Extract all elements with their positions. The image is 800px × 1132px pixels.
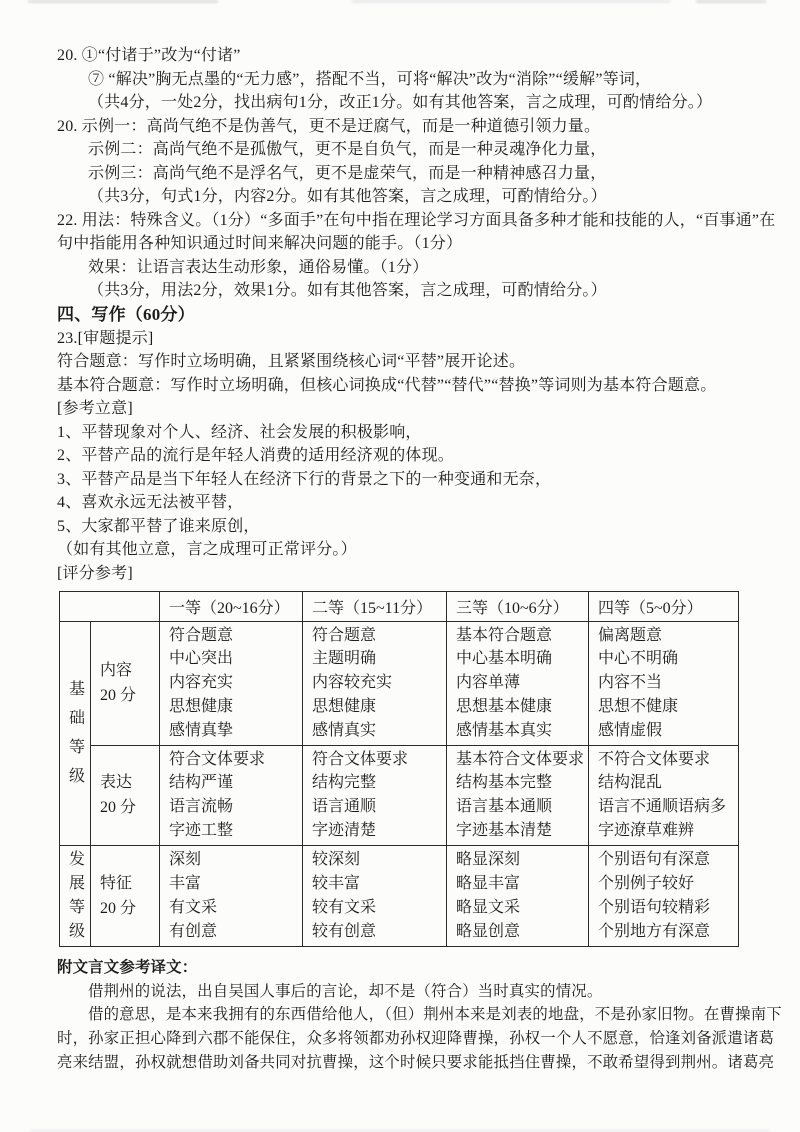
rubric-criteria-cell <box>303 621 447 745</box>
text-line: 23.[审题提示] <box>57 329 154 347</box>
rubric-row <box>60 845 739 946</box>
scan-fragment <box>352 0 670 3</box>
rubric-row <box>60 745 739 845</box>
text-line: 四、写作（60分） <box>57 305 195 325</box>
rubric-grade-header: 二等（15~11分） <box>303 591 447 621</box>
scan-fragment <box>28 0 218 3</box>
row-label-line: 20 分 <box>100 899 137 917</box>
translation-line: 附文言文参考译文： <box>57 958 198 976</box>
text-line: ⑦ “解决”胸无点墨的“无力感”，搭配不当，可将“解决”改为“消除”“缓解”等词， <box>88 70 652 88</box>
criteria-line: 中心突出 <box>169 650 234 668</box>
criteria-line: 内容单薄 <box>456 674 521 692</box>
criteria-line: 结构完整 <box>312 774 377 792</box>
text-line: 示例二：高尚气绝不是孤傲气，更不是自负气，而是一种灵魂净化力量， <box>88 141 607 159</box>
row-label-line: 20 分 <box>100 687 137 705</box>
criteria-line: 语言不通顺语病多 <box>598 798 727 816</box>
rubric-grade-header: 三等（10~6分） <box>447 591 589 621</box>
criteria-line: 较有文采 <box>312 898 377 916</box>
translation-line: 借的意思，是本来我拥有的东西借给他人，（但）荆州本来是刘表的地盘，不是孙家旧物。在曹操南下 <box>88 1006 782 1024</box>
text-line: （共3分，用法2分，效果1分。如有其他答案，言之成理，可酌情给分。） <box>88 282 607 300</box>
criteria-line: 感情基本真实 <box>456 721 553 739</box>
group-label-char: 等 <box>69 739 86 757</box>
criteria-line: 符合题意 <box>169 626 234 644</box>
answer-lines-block <box>57 44 776 586</box>
rubric-criteria-cell <box>447 845 589 946</box>
text-line: [参考立意] <box>57 400 133 418</box>
criteria-line: 中心基本明确 <box>456 650 553 668</box>
rubric-grade-header: 一等（20~16分） <box>160 591 303 621</box>
criteria-line: 思想健康 <box>312 697 377 715</box>
text-line: 20. 示例一：高尚气绝不是伪善气，更不是迂腐气，而是一种道德引领力量。 <box>57 117 601 135</box>
criteria-line: 略显丰富 <box>456 874 521 892</box>
criteria-line: 字迹清楚 <box>312 821 377 839</box>
criteria-line: 有文采 <box>169 898 218 916</box>
text-line: 4、喜欢永远无法被平替， <box>57 494 244 512</box>
criteria-line: 中心不明确 <box>598 650 679 668</box>
criteria-line: 偏离题意 <box>598 626 663 644</box>
criteria-line: 略显创意 <box>456 922 521 940</box>
criteria-line: 语言流畅 <box>169 798 234 816</box>
text-line: （共3分，句式1分，内容2分。如有其他答案，言之成理，可酌情给分。） <box>88 188 607 206</box>
rubric-header-empty-cell <box>60 591 160 621</box>
text-line: 基本符合题意：写作时立场明确，但核心词换成“代替”“替代”“替换”等词则为基本符合题意。 <box>57 376 717 394</box>
criteria-line: 符合文体要求 <box>312 750 409 768</box>
row-label-line: 表达 <box>100 774 133 792</box>
criteria-line: 语言通顺 <box>312 798 377 816</box>
rubric-group-label <box>60 845 91 946</box>
criteria-line: 内容充实 <box>169 674 234 692</box>
criteria-line: 略显文采 <box>456 898 521 916</box>
criteria-line: 符合题意 <box>312 626 377 644</box>
criteria-line: 字迹潦草难辨 <box>598 821 695 839</box>
criteria-line: 思想基本健康 <box>456 697 553 715</box>
criteria-line: 内容较充实 <box>312 674 393 692</box>
text-line: 符合题意：写作时立场明确，且紧紧围绕核心词“平替”展开论述。 <box>57 353 526 371</box>
criteria-line: 结构严谨 <box>169 774 234 792</box>
text-line: 示例三：高尚气绝不是浮名气，更不是虚荣气，而是一种精神感召力量， <box>88 164 607 182</box>
rubric-criteria-cell <box>447 745 589 845</box>
criteria-line: 感情真实 <box>312 721 377 739</box>
criteria-line: 较丰富 <box>312 874 361 892</box>
row-label-line: 20 分 <box>100 799 137 817</box>
text-line: （如有其他立意，言之成理可正常评分。） <box>57 541 357 559</box>
criteria-line: 主题明确 <box>312 650 377 668</box>
criteria-line: 基本符合题意 <box>456 626 553 644</box>
group-label-char: 级 <box>69 922 86 940</box>
rubric-row-label <box>91 845 160 946</box>
criteria-line: 基本符合文体要求 <box>456 750 585 768</box>
criteria-line: 个别地方有深意 <box>598 922 711 940</box>
criteria-line: 结构混乱 <box>598 774 663 792</box>
criteria-line: 字迹基本清楚 <box>456 821 553 839</box>
group-label-char: 等 <box>69 898 86 916</box>
criteria-line: 较深刻 <box>312 851 361 869</box>
scoring-rubric-table <box>59 591 739 947</box>
rubric-criteria-cell <box>160 621 303 745</box>
criteria-line: 不符合文体要求 <box>598 750 711 768</box>
text-line: 20. ①“付诸于”改为“付诸” <box>57 47 241 64</box>
rubric-row <box>60 621 739 745</box>
criteria-line: 丰富 <box>169 874 202 892</box>
top-scan-artifact <box>0 0 800 6</box>
text-line: 3、平替产品是当下年轻人在经济下行的背景之下的一种变通和无奈， <box>57 470 552 488</box>
text-line: （共4分，一处2分，找出病句1分，改正1分。如有其他答案，言之成理，可酌情给分。） <box>88 94 713 112</box>
text-line: 句中指能用各种知识通过时间来解决问题的能手。（1分） <box>57 235 463 253</box>
criteria-line: 符合文体要求 <box>169 750 266 768</box>
criteria-line: 字迹工整 <box>169 821 234 839</box>
criteria-line: 个别例子较好 <box>598 874 695 892</box>
criteria-line: 较有创意 <box>312 922 377 940</box>
translation-line: 亮来结盟，孙权就想借助刘备共同对抗曹操，这个时候只要求能抵挡住曹操，不敢希望得到荆州。诸葛亮 <box>57 1053 775 1071</box>
criteria-line: 有创意 <box>169 922 218 940</box>
text-line: 2、平替产品的流行是年轻人消费的适用经济观的体现。 <box>57 447 455 465</box>
criteria-line: 略显深刻 <box>456 851 521 869</box>
rubric-criteria-cell <box>303 745 447 845</box>
criteria-line: 思想健康 <box>169 697 234 715</box>
criteria-line: 内容不当 <box>598 674 663 692</box>
translation-line: 时，孙家正担心降到六郡不能保住，众多将领都劝孙权迎降曹操，孙权一个人不愿意，恰逢刘备派遣诸葛 <box>57 1030 775 1048</box>
criteria-line: 思想不健康 <box>598 697 679 715</box>
criteria-line: 感情真挚 <box>169 721 234 739</box>
criteria-line: 个别语句较精彩 <box>598 898 711 916</box>
rubric-grade-header: 四等（5~0分） <box>589 591 739 621</box>
rubric-criteria-cell <box>589 845 739 946</box>
text-line: 5、大家都平替了谁来原创， <box>57 517 260 535</box>
text-line: [评分参考] <box>57 565 133 583</box>
rubric-criteria-cell <box>589 745 739 845</box>
row-label-line: 特征 <box>100 874 133 892</box>
group-label-char: 展 <box>69 874 86 892</box>
group-label-char: 础 <box>69 710 86 728</box>
translation-block <box>57 956 782 1075</box>
rubric-criteria-cell <box>303 845 447 946</box>
rubric-row-label <box>91 745 160 845</box>
row-label-line: 内容 <box>100 662 133 680</box>
group-label-char: 基 <box>69 681 86 699</box>
rubric-group-label <box>60 621 91 845</box>
criteria-line: 结构基本完整 <box>456 774 553 792</box>
group-label-char: 发 <box>69 850 86 868</box>
criteria-line: 个别语句有深意 <box>598 851 711 869</box>
rubric-row-label <box>91 621 160 745</box>
rubric-criteria-cell <box>160 745 303 845</box>
bottom-scan-artifact <box>0 1126 800 1132</box>
criteria-line: 感情虚假 <box>598 721 663 739</box>
rubric-criteria-cell <box>447 621 589 745</box>
text-line: 22. 用法：特殊含义。（1分）“多面手”在句中指在理论学习方面具备多种才能和技能的人，“百事通”在 <box>57 211 776 229</box>
translation-line: 借荆州的说法，出自吴国人事后的言论，却不是（符合）当时真实的情况。 <box>88 982 603 1000</box>
text-line: 效果：让语言表达生动形象，通俗易懂。（1分） <box>88 258 429 276</box>
group-label-char: 级 <box>69 768 86 786</box>
page-content <box>57 44 782 1075</box>
rubric-criteria-cell <box>160 845 303 946</box>
criteria-line: 深刻 <box>169 851 202 869</box>
rubric-criteria-cell <box>589 621 739 745</box>
text-line: 1、平替现象对个人、经济、社会发展的积极影响， <box>57 423 422 441</box>
scan-fragment <box>696 0 766 3</box>
rubric-header-row <box>60 591 739 621</box>
criteria-line: 语言基本通顺 <box>456 798 553 816</box>
